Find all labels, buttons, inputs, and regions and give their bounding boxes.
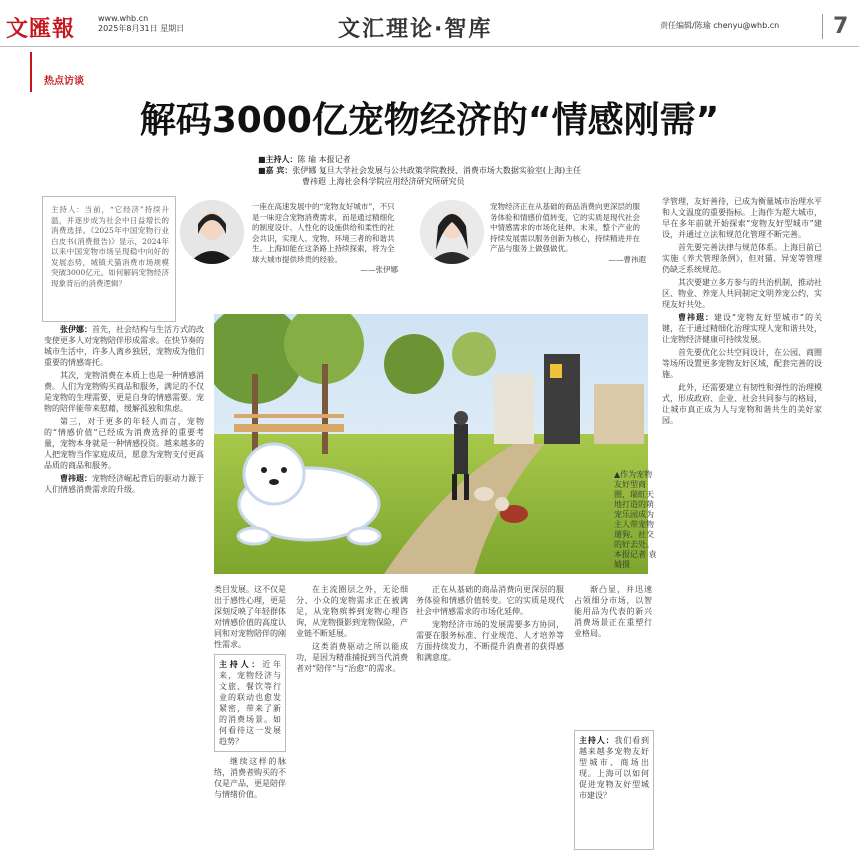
photo-caption: ▲作为宠物友好型商圈，瑞虹天地打造的萌宠乐园成为主人带宠物遛狗、社交的好去处。本报记者 袁婧摄 xyxy=(614,470,657,569)
quote-zhang-text: 一座在高速发展中的“宠物友好城市”，不只是一味迎合宠物消费需求，而是通过精细化的制度设计、人性化的设施供给和柔性的社会共识，实现人、宠物、环境三者的和谐共生。上海如能在这条路上持续探索，将为全球大城市提供珍贵的经验。 xyxy=(252,202,395,264)
paragraph-text: 建设“宠物友好型城市”的关键，在于通过精细化治理实现人宠和谐共处，让宠物经济健康可持续发展。 xyxy=(662,313,822,344)
paragraph xyxy=(662,347,822,380)
avatar-zhang-yina xyxy=(180,200,244,264)
column-2 xyxy=(214,584,286,854)
quote-zhang xyxy=(252,202,398,298)
paragraph-text: 其次要建立多方参与的共治机制，推动社区、物业、养宠人共同制定文明养宠公约，实现友好共处。 xyxy=(662,278,822,309)
paragraph-text: 在主流圈层之外，无论细分、小众的宠物需求正在被满足，从宠物殡葬到宠物心理咨询，从宠物摄影到宠物保险，产业链不断延展。 xyxy=(296,585,408,638)
paragraph-text: 首先要优化公共空间设计，在公园、商圈等场所设置更多宠物友好区域，配套完善的设施。 xyxy=(662,348,822,379)
paragraph-text: 学管理，友好善待，已成为衡量城市治理水平和人文温度的重要指标。上海作为超大城市，早在多年前就开始探索“宠物友好型城市”建设，并通过立法和规范化管理不断完善。 xyxy=(662,197,822,239)
quote-cao-sign: ——曹祎遐 xyxy=(608,254,646,264)
paragraph xyxy=(296,584,408,639)
paragraph-text: 正在从基础的商品消费向更深层的服务体验和情感价值转变。它的实质是现代社会中情感需求的市场化延伸。 xyxy=(416,585,564,616)
quote-cao xyxy=(490,202,646,298)
paragraph xyxy=(214,584,286,650)
paragraph-text: 第三，对于更多的年轻人而言，宠物的“情感价值”已经成为消费选择的重要考量，宠物本身就是一种情感投资。越来越多的人把宠物当作家庭成员，愿意为宠物支付更高品质的商品和服务。 xyxy=(44,417,204,470)
paragraph-text: 我们看到越来越多宠物友好型城市、商场出现。上海可以如何促进宠物友好型城市建设？ xyxy=(579,736,650,800)
paragraph xyxy=(44,370,204,414)
issue-meta xyxy=(98,14,184,34)
paragraph xyxy=(662,277,822,310)
guest-1: 张伊娜 复旦大学社会发展与公共政策学院教授、消费市场大数据实验室(上海)主任 xyxy=(292,166,582,175)
quote-zhang-sign: ——张伊娜 xyxy=(360,265,398,274)
guest-label: ■嘉 宾： xyxy=(258,165,293,175)
issue-date: 2025年8月31日 星期日 xyxy=(98,24,185,33)
paragraph-text: 近年来，宠物经济与文旅、餐饮等行业的联动也愈发紧密，带来了新的消费场景。如何看待这一发展趋势？ xyxy=(219,660,282,746)
paragraph-text: 首先，社会结构与生活方式的改变使更多人对宠物陪伴形成需求。在快节奏的城市生活中，许多人离乡独居，宠物成为他们重要的情感寄托。 xyxy=(44,325,204,367)
paragraph-text: 渐凸显，并迅速占领细分市场，以智能用品为代表的新兴消费场景正在重塑行业格局。 xyxy=(574,585,652,638)
paragraph-text: 宠物经济崛起背后的驱动力源于人们情感消费需求的升级。 xyxy=(44,474,204,494)
paragraph xyxy=(296,641,408,674)
host-name: 陈 瑜 本报记者 xyxy=(297,155,351,164)
paragraph-text: 首先要完善法律与规范体系。上海目前已实施《养犬管理条例》，但对猫、异宠等管理仍缺乏系统规范。 xyxy=(662,243,822,274)
paragraph-text: 其次，宠物消费在本质上也是一种情感消费。人们为宠物购买商品和服务，满足的不仅是宠物的生理需要，更是自身的情感需要。宠物的陪伴能带来慰藉，缓解孤独和焦虑。 xyxy=(44,371,204,413)
paragraph xyxy=(44,416,204,471)
editor-credit: 责任编辑/陈瑜 chenyu@whb.cn xyxy=(660,21,780,30)
quote-cao-text: 宠物经济正在从基础的商品消费向更深层的服务体验和情感价值转变，它的实质是现代社会中情感需求的市场化延伸。未来，整个产业的持续发展需以服务创新为核心，持续精进并在产品与服务上做强做优。 xyxy=(490,202,640,253)
host-label: ■主持人： xyxy=(258,154,298,164)
portrait-icon xyxy=(420,200,484,264)
paragraph xyxy=(662,312,822,345)
paragraph xyxy=(662,382,822,426)
paragraph-text: 类目发展。这不仅是出于感性心理，更是深刻反映了年轻群体对情感价值的高度认同和对宠物陪伴的刚性需求。 xyxy=(214,585,286,649)
paragraph xyxy=(214,756,286,800)
avatar-cao-yixia xyxy=(420,200,484,264)
portrait-icon xyxy=(180,200,244,264)
paragraph-text: 此外，还需要建立有韧性和弹性的治理模式，形成政府、企业、社会共同参与的格局，让城市真正成为人与宠物和谐共生的美好家园。 xyxy=(662,383,822,425)
intro-box xyxy=(42,196,176,322)
column-6 xyxy=(662,196,822,854)
column-5 xyxy=(574,584,652,724)
question-box xyxy=(214,654,286,752)
paragraph xyxy=(662,242,822,275)
column-tag: 热点访谈 xyxy=(44,76,84,87)
speaker: 曹祎遐： xyxy=(678,312,714,322)
column-1 xyxy=(44,324,204,854)
paragraph xyxy=(416,584,564,617)
paragraph-text: 宠物经济市场的发展需要多方协同，需要在服务标准、行业规范、人才培养等方面持续发力，不断提升消费者的获得感和满意度。 xyxy=(416,620,564,662)
speaker: 张伊娜： xyxy=(60,324,92,334)
section-title: 文汇理论·智库 xyxy=(338,17,493,42)
speaker: 主持人： xyxy=(219,659,263,669)
column-4 xyxy=(416,584,564,854)
park-photo-illustration xyxy=(214,314,648,574)
paragraph xyxy=(574,584,652,639)
speaker: 曹祎遐： xyxy=(60,473,92,483)
participants-block xyxy=(258,154,581,187)
speaker: 主持人： xyxy=(579,735,615,745)
column-3 xyxy=(296,584,408,854)
paragraph xyxy=(44,473,204,495)
newspaper-logo: 文匯報 xyxy=(6,16,76,42)
paragraph xyxy=(662,196,822,240)
page-number: 7 xyxy=(822,14,848,39)
paragraph xyxy=(416,619,564,663)
site-url[interactable]: www.whb.cn xyxy=(98,14,149,23)
intro-text: 主持人：当前，“它经济”持续升温，并逐步成为社会中日益增长的消费选择。《2025年中国宠物行业白皮书(消费报告)》显示，2024年以来中国宠物市场呈现稳中向好的发展态势，城镇犬猫消费市场规模突破3000亿元。如何解码宠物经济现象背后的消费逻辑？ xyxy=(51,205,169,288)
paragraph-text: 这类消费驱动之所以能成功，是因为精准捕捉到当代消费者对“陪伴”与“治愈”的需求。 xyxy=(296,642,408,673)
paragraph-text: 继续这样的脉络，消费者购买的不仅是产品，更是陪伴与情绪价值。 xyxy=(214,757,286,799)
question-box-2 xyxy=(574,730,654,850)
article-photo xyxy=(214,314,648,574)
paragraph xyxy=(44,324,204,368)
article-title: 解码3000亿宠物经济的“情感刚需” xyxy=(139,100,720,141)
guest-2: 曹祎遐 上海社会科学院应用经济研究所研究员 xyxy=(302,177,465,186)
